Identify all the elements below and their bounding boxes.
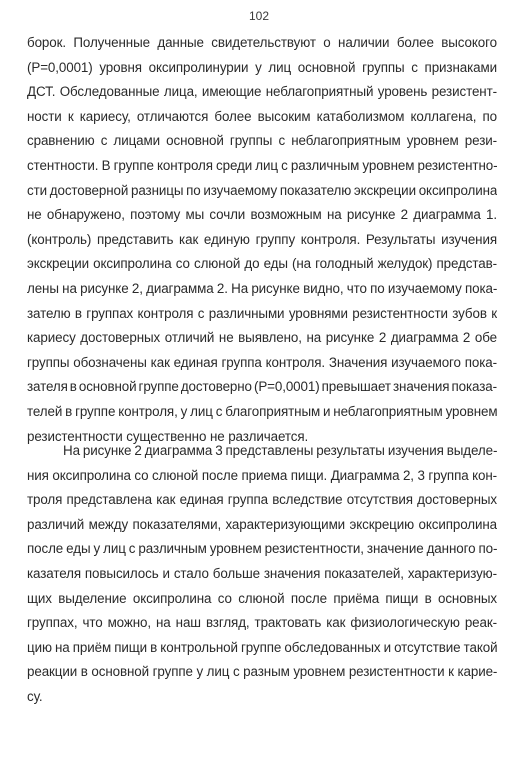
text-line: ния оксипролина со слюной после приема пищи. Диаграмма 2, 3 группа кон-	[27, 467, 497, 483]
text-line: На рисунке 2 диаграмма 3 представлены результаты изучения выделе-	[63, 443, 497, 458]
text-line: экскреции оксипролина со слюной до еды (на голодный желудок) представ-	[27, 256, 497, 272]
text-line: ности к кариесу, отличаются более высоким катаболизмом коллагена, по	[27, 108, 497, 124]
text-line: не обнаружено, поэтому мы сочли возможным на рисунке 2 диаграмма 1.	[27, 207, 497, 223]
page-number: 102	[248, 9, 270, 23]
text-line: (контроль) представить как единую группу контроля. Результаты изучения	[27, 231, 497, 247]
paragraph-2	[27, 439, 497, 710]
text-line: реакции в основной группе у лиц с разным уровнем резистентности к карие-	[27, 664, 497, 680]
text-line: сравнению с лицами основной группы с неблагоприятным уровнем рези-	[27, 133, 497, 149]
text-line: сти достоверной разницы по изучаемому показателю экскреции оксипролина	[27, 182, 497, 198]
text-line: группах, что можно, на наш взгляд, трактовать как физиологическую реак-	[27, 615, 497, 631]
text-line: лены на рисунке 2, диаграмма 2. На рисунке видно, что по изучаемому пока-	[27, 280, 497, 296]
text-line: группы обозначены как единая группа контроля. Значения изучаемого пока-	[27, 354, 497, 370]
text-line: борок. Полученные данные свидетельствуют о наличии более высокого	[27, 35, 497, 50]
text-line: различий между показателями, характеризующими экскрецию оксипролина	[27, 516, 497, 532]
text-line: стентности. В группе контроля среди лиц с различным уровнем резистентно-	[27, 157, 497, 173]
text-line: (P=0,0001) уровня оксипролинурии у лиц основной группы с признаками	[27, 59, 497, 75]
text-line: после еды у лиц с различным уровнем резистентности, значение данного по-	[27, 541, 497, 557]
text-line: кариесу достоверных отличий не выявлено, на рисунке 2 диаграмма 2 обе	[27, 330, 497, 346]
paragraph-1	[27, 31, 497, 449]
text-line: ДСТ. Обследованные лица, имеющие неблагоприятный уровень резистент-	[27, 84, 497, 100]
text-line: казателя повысилось и стало больше значения показателей, характеризую-	[27, 565, 497, 581]
text-line: телей в группе контроля, у лиц с благоприятным и неблагоприятным уровнем	[27, 403, 497, 419]
text-line: резистентности существенно не различается.	[27, 428, 309, 444]
text-line: цию на приём пищи в контрольной группе обследованных и отсутствие такой	[27, 639, 497, 655]
text-line: су.	[27, 688, 43, 704]
text-line: зателя в основной группе достоверно (P=0,0001) превышает значения показа-	[27, 379, 497, 395]
text-line: зателю в группах контроля с различными уровнями резистентности зубов к	[27, 305, 497, 321]
text-line: троля представлена как единая группа вследствие отсутствия достоверных	[27, 492, 497, 508]
text-line: щих выделение оксипролина со слюной после приёма пищи в основных	[27, 590, 497, 606]
